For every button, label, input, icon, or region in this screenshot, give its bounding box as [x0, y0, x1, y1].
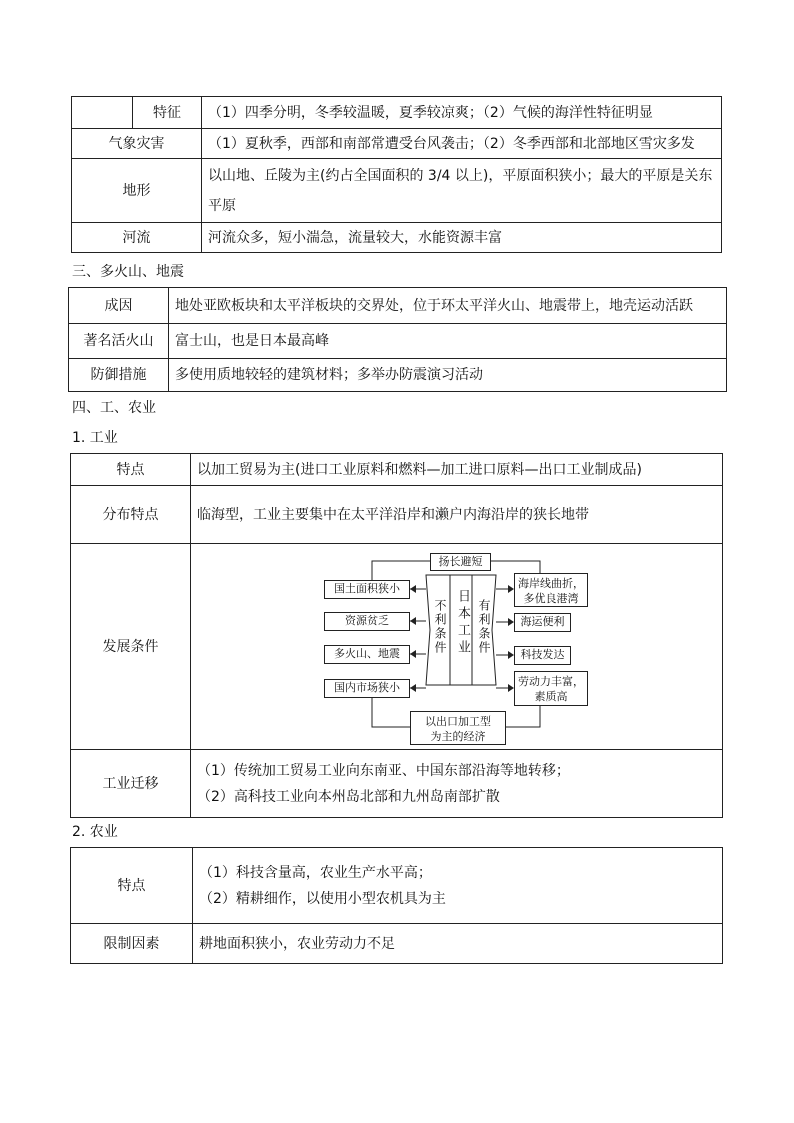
terrain-label: 地形: [72, 159, 202, 223]
cause-content: 地处亚欧板块和太平洋板块的交界处，位于环太平洋火山、地震带上，地壳运动活跃: [169, 288, 727, 324]
diagram-bottom-box: [410, 711, 506, 745]
industry-feature-content: 以加工贸易为主(进口工业原料和燃料—加工进口原料—出口工业制成品): [191, 454, 723, 486]
conditions-label: 发展条件: [71, 544, 191, 750]
volcano-content: 富士山，也是日本最高峰: [169, 324, 727, 359]
diagram-right-item-4-line-1: 劳动力丰富，: [518, 675, 584, 688]
diagram-left-item-4: 国内市场狭小: [324, 679, 410, 698]
agri-feature-line-2: （2）精耕细作，以使用小型农机具为主: [199, 890, 446, 907]
diagram-left-item-2: 资源贫乏: [324, 612, 410, 631]
diagram-right-item-3: 科技发达: [514, 646, 571, 665]
merged-cell: [72, 97, 133, 129]
diagram-right-item-4: [514, 671, 588, 706]
diagram-right-item-4-line-2: 素质高: [534, 690, 568, 703]
diagram-right-item-1: [514, 573, 588, 607]
migration-content: [191, 750, 723, 818]
industry-feature-label: 特点: [71, 454, 191, 486]
diagram-right-item-1-line-1: 海岸线曲折，: [518, 577, 584, 590]
migration-line-2: （2）高科技工业向本州岛北部和九州岛南部扩散: [197, 788, 500, 805]
river-content: 河流众多，短小湍急，流量较大，水能资源丰富: [202, 223, 722, 253]
agri-feature-line-1: （1）科技含量高，农业生产水平高；: [199, 864, 432, 881]
feature-label: 特征: [133, 97, 202, 129]
diagram-unfavorable-label: 不利条件: [433, 599, 447, 655]
distribution-label: 分布特点: [71, 486, 191, 544]
agri-feature-label: 特点: [71, 848, 193, 924]
cause-label: 成因: [69, 288, 169, 324]
river-label: 河流: [72, 223, 202, 253]
agri-limits-label: 限制因素: [71, 924, 193, 964]
subsection-title-agriculture: 2. 农业: [72, 824, 118, 840]
defense-label: 防御措施: [69, 359, 169, 392]
diagram-bottom-line-2: 为主的经济: [430, 730, 486, 743]
diagram-right-item-2: 海运便利: [514, 613, 571, 632]
agriculture-table: [70, 847, 723, 964]
defense-content: 多使用质地较轻的建筑材料；多举办防震演习活动: [169, 359, 727, 392]
diagram-right-item-1-line-2: 多优良港湾: [523, 592, 579, 605]
agri-feature-content: [193, 848, 723, 924]
diagram-left-item-3: 多火山、地震: [324, 645, 410, 664]
diagram-bottom-line-1: 以出口加工型: [425, 715, 491, 728]
diagram-top-box: 扬长避短: [430, 553, 491, 571]
volcano-label: 著名活火山: [69, 324, 169, 359]
section-title-volcano: 三、多火山、地震: [72, 264, 184, 280]
terrain-content: 以山地、丘陵为主(约占全国面积的 3/4 以上)，平原面积狭小；最大的平原是关东平原: [202, 159, 722, 223]
volcano-table: [68, 287, 727, 392]
diagram-favorable-label: 有利条件: [477, 599, 491, 655]
disaster-content: （1）夏秋季，西部和南部常遭受台风袭击；（2）冬季西部和北部地区雪灾多发: [202, 129, 722, 159]
agri-limits-content: 耕地面积狭小，农业劳动力不足: [193, 924, 723, 964]
diagram-left-item-1: 国土面积狭小: [324, 580, 410, 599]
subsection-title-industry: 1. 工业: [72, 430, 118, 446]
section-title-industry-agriculture: 四、工、农业: [72, 400, 156, 416]
disaster-label: 气象灾害: [72, 129, 202, 159]
feature-content: （1）四季分明，冬季较温暖，夏季较凉爽；（2）气候的海洋性特征明显: [202, 97, 722, 129]
migration-line-1: （1）传统加工贸易工业向东南亚、中国东部沿海等地转移；: [197, 762, 570, 779]
climate-table: [71, 96, 722, 253]
migration-label: 工业迁移: [71, 750, 191, 818]
industry-conditions-diagram: [318, 551, 598, 751]
diagram-center-label: 日本工业: [455, 589, 470, 657]
distribution-content: 临海型，工业主要集中在太平洋沿岸和濑户内海沿岸的狭长地带: [191, 486, 723, 544]
